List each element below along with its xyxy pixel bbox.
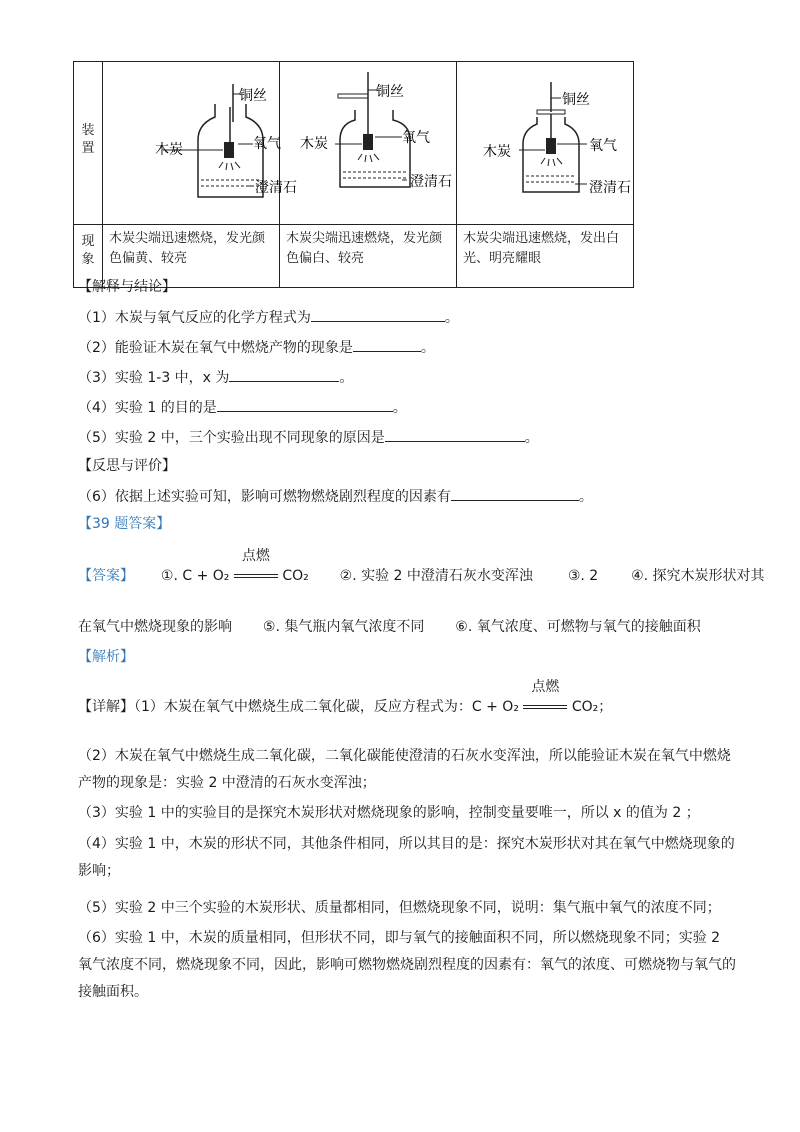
question-5: （5）实验 2 中，三个实验出现不同现象的原因是 。 — [78, 427, 539, 448]
label-oxygen-1: 氧气 — [253, 136, 281, 152]
answer-blank-3[interactable] — [229, 367, 339, 382]
apparatus-diagram-2 — [280, 62, 456, 220]
answer-5: ⑤. 集气瓶内氧气浓度不同 — [262, 619, 425, 635]
label-charcoal-3: 木炭 — [483, 144, 511, 160]
detail-5: （5）实验 2 中三个实验的木炭形状、质量都相同，但燃烧现象不同，说明：集气瓶中氧气的浓度不同； — [78, 900, 721, 916]
detail-2: （2）木炭在氧气中燃烧生成二氧化碳，二氧化碳能使澄清的石灰水变浑浊，所以能验证木炭在氧气中燃烧产物的现象是：实验 2 中澄清的石灰水变浑浊； — [78, 748, 731, 791]
answer-blank-1[interactable] — [311, 307, 445, 322]
label-copper-3: 铜丝 — [562, 92, 590, 108]
answer-1: ①. C + O₂ — [160, 568, 230, 584]
label-limewater-2: 澄清石 — [410, 174, 452, 190]
answer-blank-4[interactable] — [217, 397, 393, 412]
label-copper-2: 铜丝 — [376, 84, 404, 100]
apparatus-cell-3 — [457, 62, 634, 225]
reaction-arrow-2: 点燃 — [523, 697, 567, 717]
label-oxygen-3: 氧气 — [589, 138, 617, 154]
analysis-label: 【解析】 — [78, 649, 134, 665]
answer-4: ④. 探究木炭形状对其 — [631, 568, 765, 584]
answer-blank-5[interactable] — [385, 427, 525, 442]
detail-4: （4）实验 1 中，木炭的形状不同，其他条件相同，所以其目的是：探究木炭形状对其在氧气中燃烧现象的影响； — [78, 836, 735, 879]
apparatus-diagram-3 — [457, 62, 633, 220]
reaction-arrow-1: 点燃 — [234, 566, 278, 586]
row-label-observation: 现象 — [74, 225, 103, 288]
label-limewater-3: 澄清石 — [589, 180, 631, 196]
question-3: （3）实验 1-3 中，x 为 。 — [78, 367, 353, 388]
section-reflect-heading: 【反思与评价】 — [78, 458, 176, 474]
answer-heading: 【39 题答案】 — [78, 516, 171, 532]
answer-6: ⑥. 氧气浓度、可燃物与氧气的接触面积 — [455, 619, 701, 635]
row-label-apparatus: 装置 — [74, 62, 103, 225]
detail-6: （6）实验 1 中，木炭的质量相同，但形状不同，即与氧气的接触面积不同，所以燃烧现象不同；实验 2 氧气浓度不同，燃烧现象不同，因此，影响可燃物燃烧剧烈程度的因素有：氧气的浓度、可燃烧物与氧气的接触面积。 — [78, 930, 736, 1000]
detail-line-1: 【详解】（1）木炭在氧气中燃烧生成二氧化碳，反应方程式为：C + O₂ 点燃 CO₂； — [78, 679, 613, 715]
answer-label: 【答案】 — [78, 568, 134, 584]
observation-1: 木炭尖端迅速燃烧，发光颜色偏黄、较亮 — [103, 225, 280, 288]
question-1: （1）木炭与氧气反应的化学方程式为 。 — [78, 307, 459, 328]
answer-line-1: 【答案】 ①. C + O₂ 点燃 CO₂ ②. 实验 2 中澄清石灰水变浑浊 ③. 2 ④. 探究木炭形状对其 — [78, 548, 765, 584]
section-explain-heading: 【解释与结论】 — [78, 279, 176, 295]
answer-blank-2[interactable] — [353, 337, 421, 352]
apparatus-diagram-1 — [103, 62, 297, 220]
label-copper-1: 铜丝 — [239, 88, 267, 104]
detail-3: （3）实验 1 中的实验目的是探究木炭形状对燃烧现象的影响，控制变量要唯一，所以 x 的值为 2 ； — [78, 805, 700, 821]
label-charcoal-2: 木炭 — [300, 136, 328, 152]
label-charcoal-1: 木炭 — [155, 142, 183, 158]
question-6: （6）依据上述实验可知，影响可燃物燃烧剧烈程度的因素有 。 — [78, 486, 593, 507]
apparatus-cell-1 — [103, 62, 297, 225]
answer-3: ③. 2 — [567, 568, 599, 584]
answer-2: ②. 实验 2 中澄清石灰水变浑浊 — [339, 568, 533, 584]
experiment-table — [73, 61, 634, 288]
question-2: （2）能验证木炭在氧气中燃烧产物的现象是 。 — [78, 337, 435, 358]
label-limewater-1: 澄清石 — [255, 180, 297, 196]
observation-3: 木炭尖端迅速燃烧，发出白光、明亮耀眼 — [457, 225, 634, 288]
label-oxygen-2: 氧气 — [402, 130, 430, 146]
observation-2: 木炭尖端迅速燃烧，发光颜色偏白、较亮 — [280, 225, 457, 288]
detail-label: 【详解】 — [78, 699, 134, 715]
answer-blank-6[interactable] — [451, 486, 579, 501]
question-4: （4）实验 1 的目的是 。 — [78, 397, 407, 418]
answer-line-2: 在氧气中燃烧现象的影响 ⑤. 集气瓶内氧气浓度不同 ⑥. 氧气浓度、可燃物与氧气的接触面积 — [78, 619, 701, 635]
apparatus-cell-2 — [280, 62, 457, 225]
